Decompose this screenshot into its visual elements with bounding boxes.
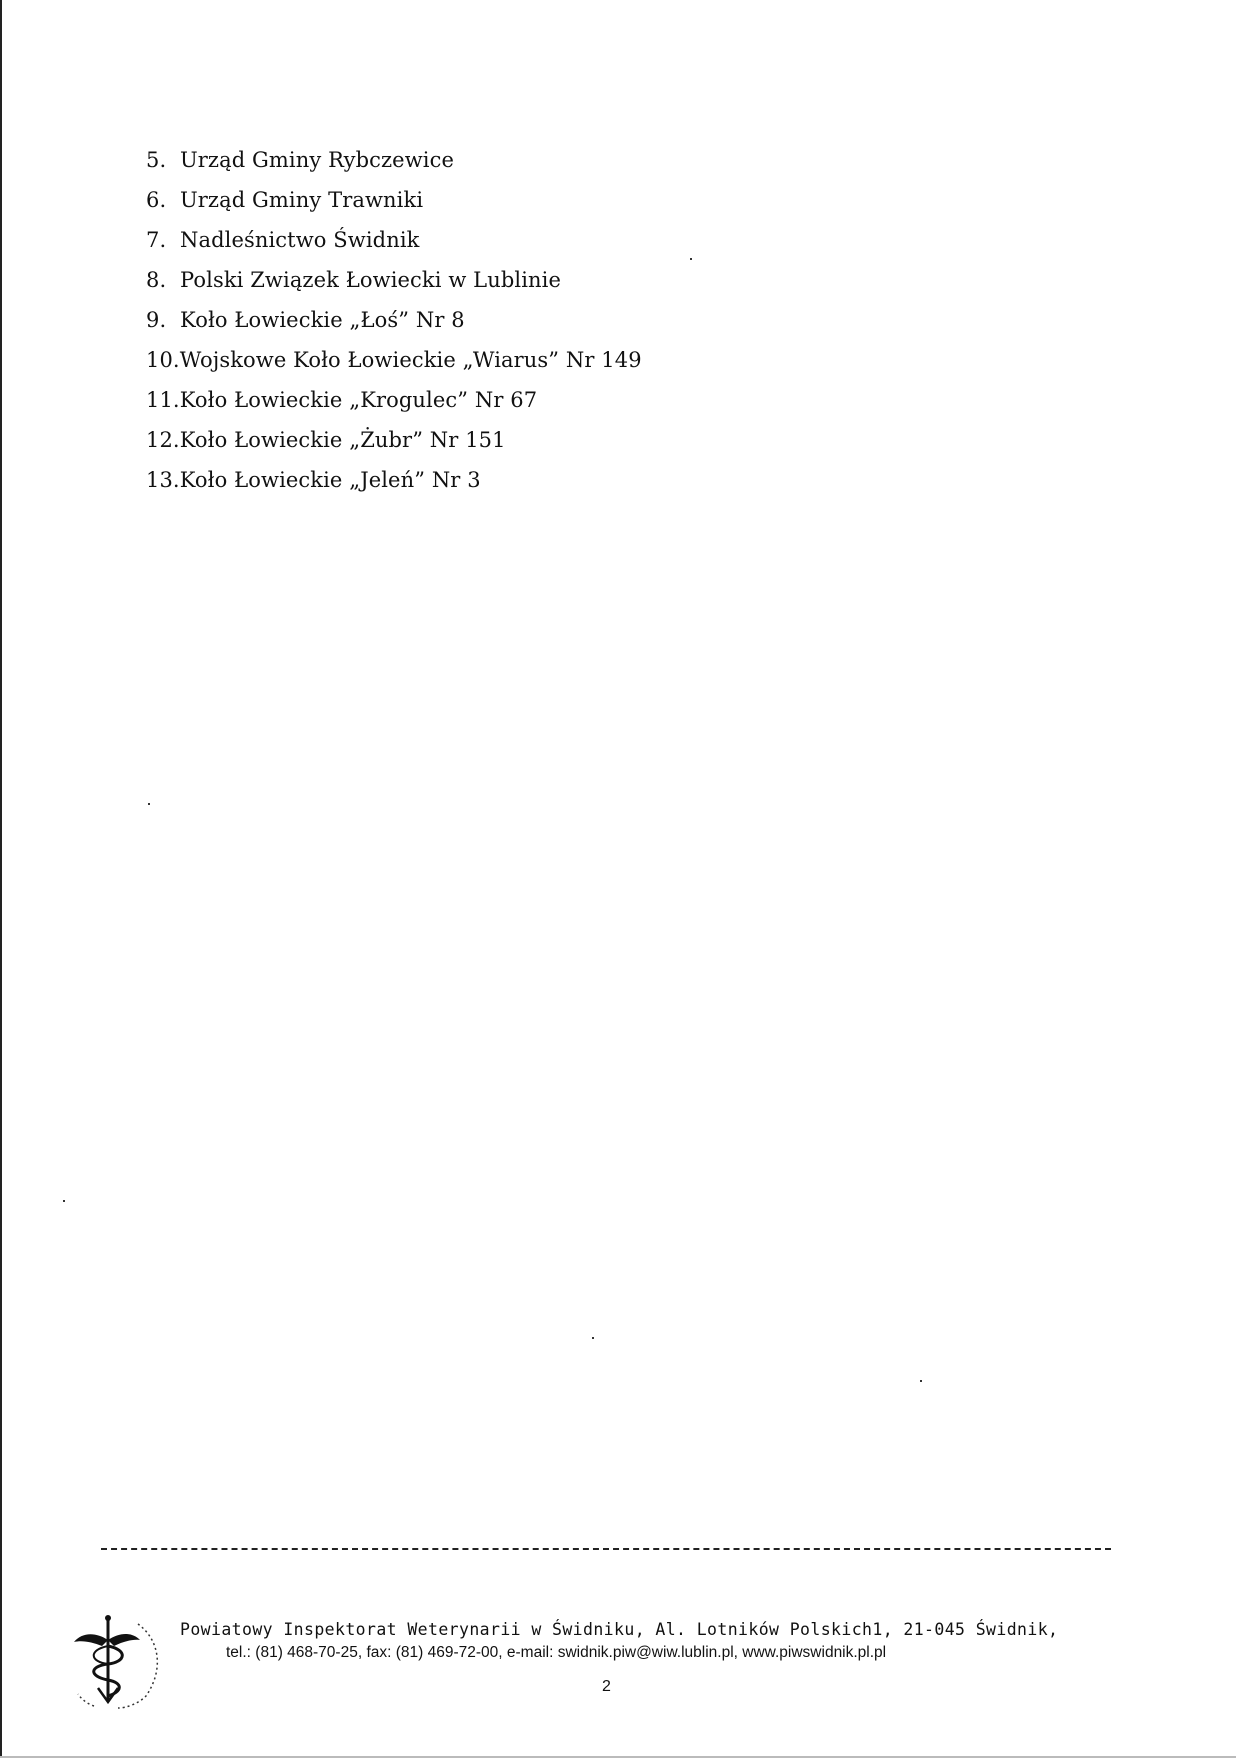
- list-item-text: Koło Łowieckie „Łoś” Nr 8: [180, 308, 465, 332]
- footer-contact: tel.: (81) 468-70-25, fax: (81) 469-72-00, e-mail: swidnik.piw@wiw.lublin.pl, www.piwswidnik.pl.pl: [226, 1644, 887, 1661]
- list-item: [146, 380, 642, 420]
- list-item-text: Koło Łowieckie „Jeleń” Nr 3: [179, 468, 481, 492]
- list-item-number: 12.: [146, 428, 180, 452]
- addressee-list: [146, 140, 642, 500]
- list-item-text: Koło Łowieckie „Krogulec” Nr 67: [179, 388, 538, 412]
- list-item: [146, 420, 642, 460]
- scan-speck: [592, 1337, 594, 1339]
- list-item-text: Wojskowe Koło Łowieckie „Wiarus” Nr 149: [179, 348, 642, 372]
- list-item-number: 10.: [146, 348, 180, 372]
- scan-speck: [690, 258, 692, 260]
- list-item: [146, 260, 642, 300]
- veterinary-caduceus-logo-icon: [68, 1610, 168, 1710]
- list-item-number: 5.: [146, 148, 167, 172]
- list-item-number: 6.: [146, 188, 167, 212]
- list-item-text: Urząd Gminy Rybczewice: [180, 148, 454, 172]
- page-number: 2: [602, 1678, 611, 1695]
- list-item-number: 11.: [146, 388, 180, 412]
- list-item-text: Koło Łowieckie „Żubr” Nr 151: [179, 428, 506, 452]
- list-item-text: Polski Związek Łowiecki w Lublinie: [180, 268, 561, 292]
- footer-divider: [101, 1548, 1111, 1550]
- footer-address: Powiatowy Inspektorat Weterynarii w Świdniku, Al. Lotników Polskich1, 21-045 Świdnik,: [180, 1620, 1059, 1639]
- scan-speck: [920, 1380, 922, 1382]
- list-item-number: 13.: [146, 468, 180, 492]
- list-item: [146, 340, 642, 380]
- page-edge: [0, 0, 2, 1758]
- list-item: [146, 300, 642, 340]
- list-item: [146, 460, 642, 500]
- scan-speck: [63, 1200, 65, 1202]
- list-item-text: Nadleśnictwo Świdnik: [180, 228, 420, 252]
- scan-speck: [148, 803, 150, 805]
- list-item: [146, 180, 642, 220]
- list-item-text: Urząd Gminy Trawniki: [180, 188, 424, 212]
- list-item-number: 9.: [146, 308, 167, 332]
- list-item: [146, 140, 642, 180]
- list-item-number: 7.: [146, 228, 167, 252]
- list-item: [146, 220, 642, 260]
- list-item-number: 8.: [146, 268, 167, 292]
